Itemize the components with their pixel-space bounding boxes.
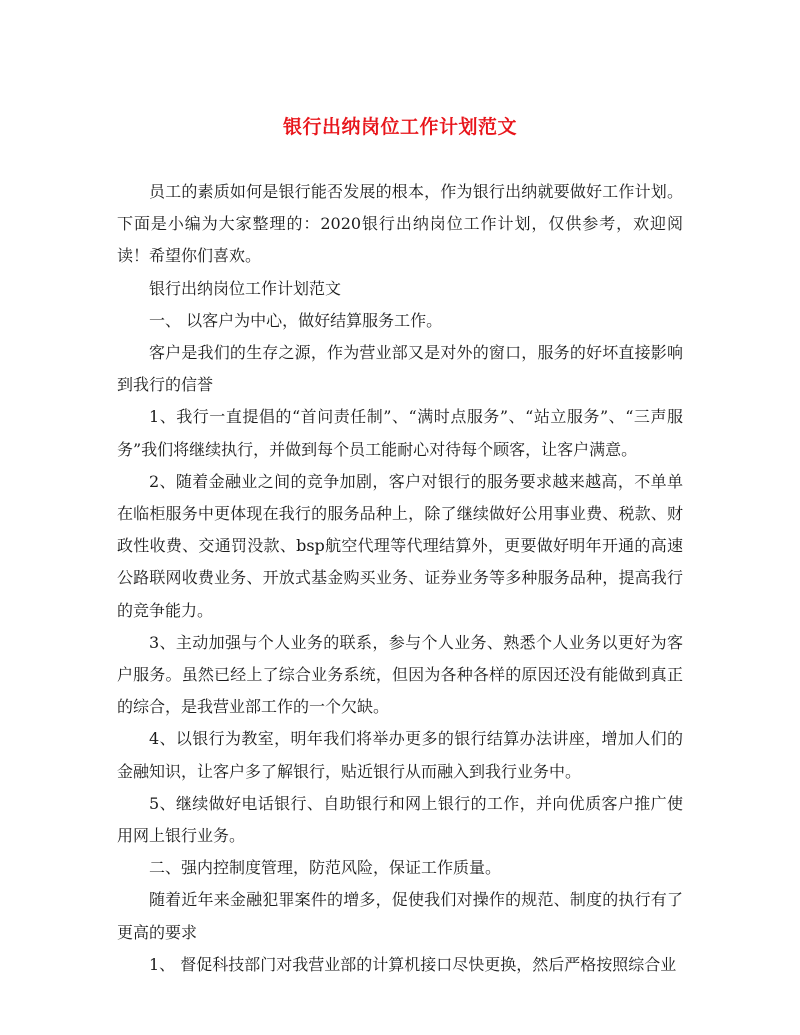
paragraph: 3、主动加强与个人业务的联系，参与个人业务、熟悉个人业务以更好为客户服务。虽然已经上了综合业务系统，但因为各种各样的原因还没有能做到真正的综合，是我营业部工作的一个欠缺。 [117, 632, 683, 717]
paragraph: 一、 以客户为中心，做好结算服务工作。 [149, 310, 443, 330]
paragraph: 二、强内控制度管理，防范风险，保证工作质量。 [149, 858, 502, 878]
paragraph: 1、我行一直提倡的“首问责任制”、“满时点服务”、“站立服务”、“三声服务”我们将继续执行，并做到每个员工能耐心对待每个顾客，让客户满意。 [117, 407, 683, 459]
paragraph: 1、 督促科技部门对我营业部的计算机接口尽快更换，然后严格按照综合业 [149, 954, 677, 974]
paragraph: 4、以银行为教室，明年我们将举办更多的银行结算办法讲座，增加人们的金融知识，让客户多了解银行，贴近银行从而融入到我行业务中。 [117, 729, 683, 781]
paragraph: 银行出纳岗位工作计划范文 [149, 278, 342, 298]
paragraph: 员工的素质如何是银行能否发展的根本，作为银行出纳就要做好工作计划。下面是小编为大家整理的：2020银行出纳岗位工作计划，仅供参考，欢迎阅读！希望你们喜欢。 [117, 182, 683, 266]
paragraph: 2、随着金融业之间的竞争加剧，客户对银行的服务要求越来越高，不单单在临柜服务中更体现在我行的服务品种上，除了继续做好公用事业费、税款、财政性收费、交通罚没款、bsp航空代理等代理结算外，更要做好明年开通的高速公路联网收费业务、开放式基金购买业务、证券业务等多种服务品种，提高我行的竞争能力。 [117, 471, 683, 620]
paragraph: 随着近年来金融犯罪案件的增多，促使我们对操作的规范、制度的执行有了更高的要求 [117, 890, 683, 942]
page-title: 银行出纳岗位工作计划范文 [282, 116, 517, 138]
document-body [117, 176, 683, 981]
paragraph: 客户是我们的生存之源，作为营业部又是对外的窗口，服务的好坏直接影响到我行的信誉 [117, 343, 683, 395]
paragraph: 5、继续做好电话银行、自助银行和网上银行的工作，并向优质客户推广使用网上银行业务。 [117, 793, 683, 846]
